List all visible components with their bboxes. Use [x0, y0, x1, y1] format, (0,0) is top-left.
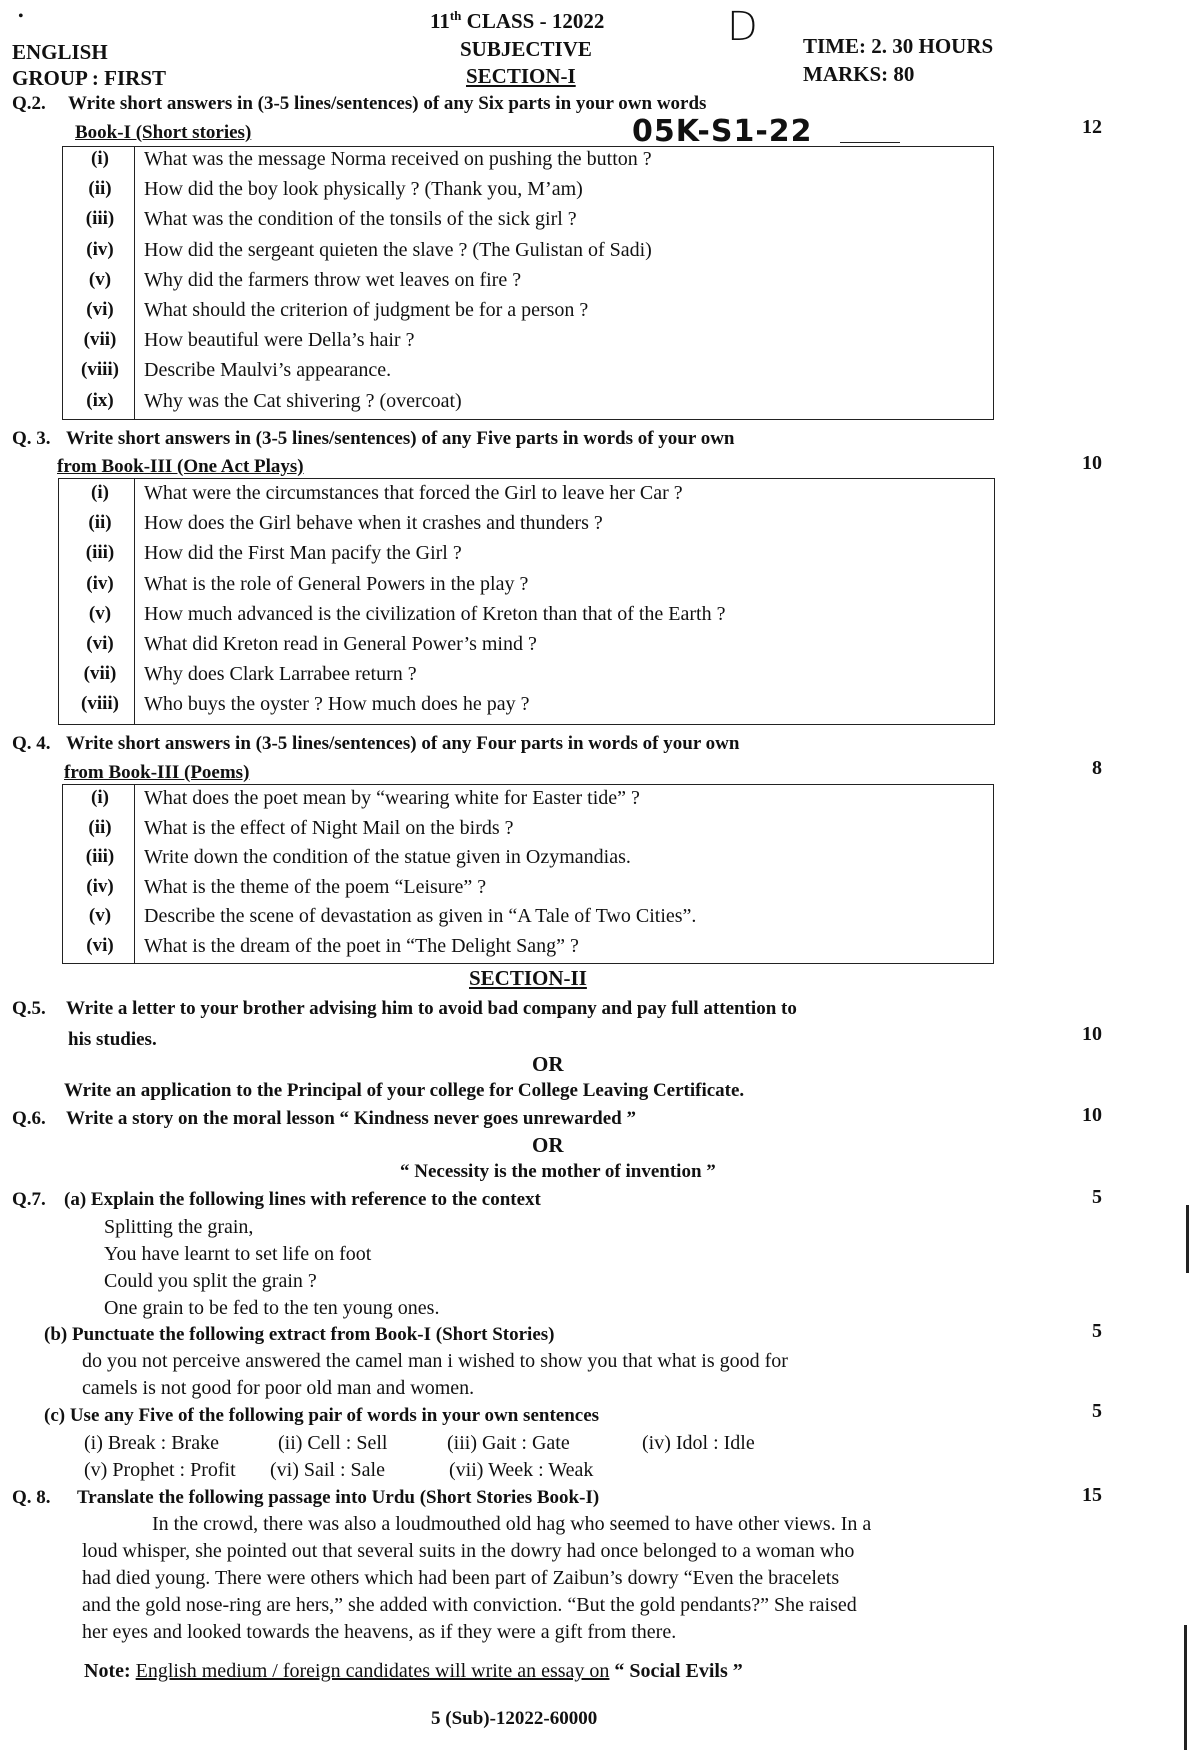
q2-item-number: (ix)	[86, 389, 114, 411]
scan-edge-mark-1	[1186, 1205, 1189, 1273]
q5-number: Q.5.	[12, 998, 46, 1019]
q7b-marks: 5	[1092, 1320, 1102, 1342]
q3-item-number: (i)	[91, 482, 109, 503]
section-2-heading: SECTION-II	[469, 966, 587, 990]
q4-item-text: What is the effect of Night Mail on the birds ?	[144, 816, 514, 839]
q2-item-text: How did the sergeant quieten the slave ? (The Gulistan of Sadi)	[144, 238, 652, 261]
q3-item-number: (iii)	[85, 542, 115, 564]
q3-item-text: What were the circumstances that forced the Girl to leave her Car ?	[144, 482, 683, 504]
q3-marks: 10	[1082, 452, 1102, 474]
handwritten-code: 05K-S1-22	[632, 114, 813, 149]
q6-number: Q.6.	[12, 1108, 46, 1129]
q8-passage-line-1: In the crowd, there was also a loudmouthed old hag who seemed to have other views. In a	[152, 1513, 872, 1535]
q2-top-rule-right	[840, 142, 900, 143]
q5-marks: 10	[1082, 1023, 1102, 1045]
q4-instruction: Write short answers in (3-5 lines/sentences) of any Four parts in words of your own	[66, 733, 740, 754]
q2-item-number: (iii)	[85, 208, 115, 230]
q6-or: OR	[532, 1133, 564, 1157]
q2-item-number: (viii)	[81, 359, 119, 381]
q4-marks: 8	[1092, 757, 1102, 779]
q4-item-number: (ii)	[88, 816, 112, 838]
q5-or: OR	[532, 1052, 564, 1076]
q2-item-number: (vi)	[86, 299, 114, 320]
q7c-pair-6: (vi) Sail : Sale	[270, 1459, 385, 1481]
q2-item-number: (i)	[91, 148, 109, 169]
q7c-pair-2: (ii) Cell : Sell	[278, 1432, 388, 1454]
section-1-heading: SECTION-I	[466, 64, 576, 88]
q5-alternative: Write an application to the Principal of your college for College Leaving Certificate.	[64, 1080, 745, 1101]
q3-divider	[134, 478, 135, 725]
note-line	[84, 1660, 743, 1683]
q8-passage-line-3: had died young. There were others which had been part of Zaibun’s dowry “Even the bracelets	[82, 1567, 840, 1589]
q2-marks: 12	[1082, 116, 1102, 138]
q3-item-number: (vi)	[86, 633, 114, 654]
q2-item-text: How did the boy look physically ? (Thank you, M’am)	[144, 178, 583, 201]
q4-item-text: Write down the condition of the statue given in Ozymandias.	[144, 846, 631, 868]
q4-divider	[134, 784, 135, 964]
q7a-poem-line-4: One grain to be fed to the ten young ones.	[104, 1297, 440, 1319]
q5-line-2: his studies.	[68, 1029, 157, 1050]
q2-item-number: (iv)	[86, 238, 114, 260]
q7c-pair-7: (vii) Week : Weak	[449, 1459, 594, 1481]
q2-item-text: What was the message Norma received on pushing the button ?	[144, 148, 652, 170]
q7c-pair-4: (iv) Idol : Idle	[642, 1432, 755, 1454]
q3-item-number: (vii)	[83, 663, 117, 685]
q8-passage-line-5: her eyes and looked towards the heavens, as if they were a gift from there.	[82, 1621, 677, 1643]
paper-footer-code: 5 (Sub)-12022-60000	[431, 1708, 598, 1729]
marks-label: MARKS: 80	[803, 62, 915, 86]
q7b-text-2: camels is not good for poor old man and women.	[82, 1377, 475, 1399]
q7-number: Q.7.	[12, 1189, 46, 1210]
q3-source: from Book-III (One Act Plays)	[57, 456, 304, 477]
subject-label: ENGLISH	[12, 40, 108, 64]
q8-number: Q. 8.	[12, 1487, 51, 1508]
q5-line-1: Write a letter to your brother advising him to avoid bad company and pay full attention to	[66, 998, 797, 1019]
q3-item-text: Why does Clark Larrabee return ?	[144, 663, 417, 686]
q2-item-text: Why was the Cat shivering ? (overcoat)	[144, 389, 462, 412]
q8-passage-line-2: loud whisper, she pointed out that several suits in the dowry had once belonged to a woman who	[82, 1540, 855, 1562]
q4-item-number: (v)	[88, 905, 112, 926]
corner-dot: •	[18, 8, 24, 25]
note-topic: “ Social Evils ”	[614, 1660, 743, 1682]
q8-marks: 15	[1082, 1484, 1102, 1506]
q6-alternative: “ Necessity is the mother of invention ”	[400, 1161, 716, 1182]
q2-item-text: What should the criterion of judgment be for a person ?	[144, 299, 589, 321]
q7b-label: (b) Punctuate the following extract from Book-I (Short Stories)	[44, 1324, 555, 1345]
q4-item-text: What does the poet mean by “wearing white for Easter tide” ?	[144, 787, 640, 809]
q2-item-text: What was the condition of the tonsils of the sick girl ?	[144, 208, 577, 231]
time-label: TIME: 2. 30 HOURS	[803, 34, 994, 58]
q6-text: Write a story on the moral lesson “ Kindness never goes unrewarded ”	[66, 1108, 636, 1129]
q7a-poem-line-3: Could you split the grain ?	[104, 1270, 317, 1292]
q2-item-text: Describe Maulvi’s appearance.	[144, 359, 392, 382]
q7c-pair-3: (iii) Gait : Gate	[447, 1432, 570, 1454]
paper-code-mark: D	[727, 4, 758, 50]
q2-divider	[134, 146, 135, 420]
q8-passage-line-4: and the gold nose-ring are hers,” she added with conviction. “But the gold pendants?” She raised	[82, 1594, 857, 1616]
q3-item-text: What did Kreton read in General Power’s mind ?	[144, 633, 537, 655]
q4-item-text: Describe the scene of devastation as given in “A Tale of Two Cities”.	[144, 905, 697, 927]
q7a-marks: 5	[1092, 1186, 1102, 1208]
q3-item-text: How did the First Man pacify the Girl ?	[144, 542, 462, 565]
q4-item-text: What is the dream of the poet in “The Delight Sang” ?	[144, 934, 579, 957]
q3-item-number: (iv)	[86, 572, 114, 594]
q7a-poem-line-2: You have learnt to set life on foot	[104, 1243, 372, 1265]
q4-number: Q. 4.	[12, 733, 51, 754]
q7c-marks: 5	[1092, 1400, 1102, 1422]
q2-item-number: (ii)	[88, 178, 112, 200]
q3-item-number: (viii)	[81, 693, 119, 715]
q2-number: Q.2.	[12, 93, 46, 114]
q7a-label: (a) Explain the following lines with reference to the context	[64, 1189, 541, 1210]
q6-marks: 10	[1082, 1104, 1102, 1126]
q3-item-number: (ii)	[88, 512, 112, 534]
q4-item-number: (i)	[91, 787, 109, 808]
q2-source: Book-I (Short stories)	[75, 122, 252, 143]
q2-instruction: Write short answers in (3-5 lines/sentences) of any Six parts in your own words	[68, 93, 707, 114]
q3-item-text: Who buys the oyster ? How much does he pay ?	[144, 693, 530, 716]
q3-number: Q. 3.	[12, 428, 51, 449]
q7c-label: (c) Use any Five of the following pair of words in your own sentences	[44, 1405, 600, 1426]
q2-item-text: Why did the farmers throw wet leaves on fire ?	[144, 268, 522, 291]
paper-type: SUBJECTIVE	[460, 37, 592, 61]
q3-item-text: What is the role of General Powers in the play ?	[144, 572, 529, 595]
q3-item-text: How much advanced is the civilization of Kreton than that of the Earth ?	[144, 602, 726, 625]
note-text: English medium / foreign candidates will write an essay on	[135, 1660, 610, 1682]
q4-source: from Book-III (Poems)	[64, 762, 250, 783]
q8-instruction: Translate the following passage into Urdu (Short Stories Book-I)	[77, 1487, 600, 1508]
q3-instruction: Write short answers in (3-5 lines/sentences) of any Five parts in words of your own	[66, 428, 735, 449]
q3-item-text: How does the Girl behave when it crashes and thunders ?	[144, 512, 603, 535]
q2-item-number: (v)	[88, 268, 112, 290]
q7c-pair-1: (i) Break : Brake	[84, 1432, 219, 1454]
q4-item-number: (iv)	[86, 875, 114, 897]
q3-item-number: (v)	[88, 602, 112, 624]
q7a-poem-line-1: Splitting the grain,	[104, 1216, 254, 1238]
q2-item-text: How beautiful were Della’s hair ?	[144, 329, 415, 352]
note-label: Note:	[84, 1660, 131, 1682]
q2-item-number: (vii)	[83, 329, 117, 351]
q7b-text-1: do you not perceive answered the camel man i wished to show you that what is good for	[82, 1350, 788, 1372]
scan-edge-mark-2	[1184, 1625, 1187, 1750]
group-label: GROUP : FIRST	[12, 66, 167, 90]
class-title: 11th CLASS - 12022	[430, 8, 605, 33]
q4-item-text: What is the theme of the poem “Leisure” ?	[144, 875, 487, 898]
q7c-pair-5: (v) Prophet : Profit	[84, 1459, 236, 1481]
q4-item-number: (iii)	[85, 846, 115, 867]
q4-item-number: (vi)	[86, 934, 114, 956]
